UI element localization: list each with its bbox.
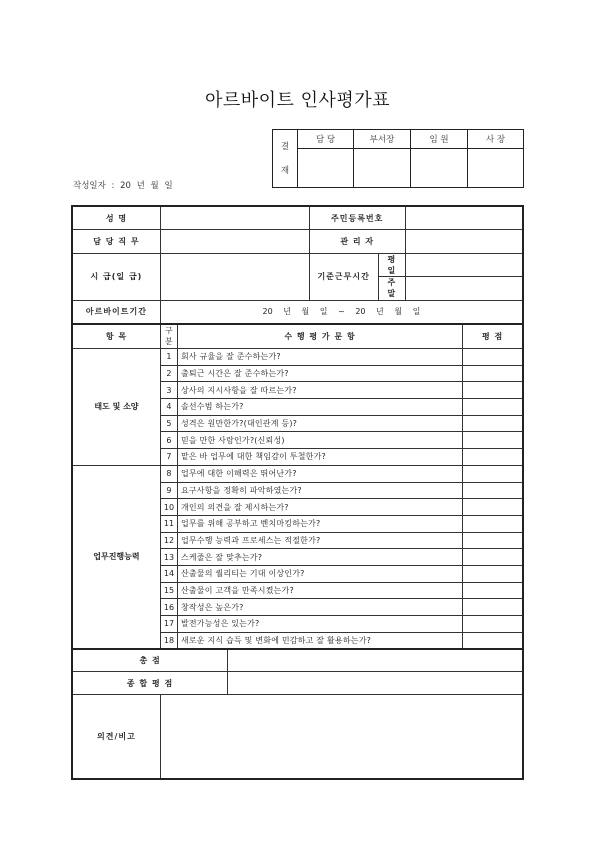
weekend-label: 주 말 xyxy=(378,277,405,301)
approval-label-top: 결 xyxy=(280,141,290,152)
question-text: 회사 규율을 잘 준수하는가? xyxy=(177,349,462,366)
question-number: 2 xyxy=(160,365,177,382)
wage-field[interactable] xyxy=(160,253,309,300)
score-field[interactable] xyxy=(463,349,523,366)
duty-field[interactable] xyxy=(160,230,309,254)
question-number: 6 xyxy=(160,432,177,449)
question-number: 12 xyxy=(160,532,177,549)
manager-field[interactable] xyxy=(405,230,523,254)
question-text: 산출물의 퀄리티는 기대 이상인가? xyxy=(177,565,462,582)
score-field[interactable] xyxy=(463,482,523,499)
question-text: 발전가능성은 있는가? xyxy=(177,616,462,633)
question-text: 업무를 위해 공부하고 벤치마킹하는가? xyxy=(177,515,462,532)
question-text: 상사의 지시사항을 잘 따르는가? xyxy=(177,382,462,399)
evaluation-table xyxy=(71,205,524,780)
score-field[interactable] xyxy=(463,465,523,482)
score-field[interactable] xyxy=(463,382,523,399)
score-field[interactable] xyxy=(463,599,523,616)
question-number: 14 xyxy=(160,565,177,582)
manager-label: 관 리 자 xyxy=(309,230,405,254)
header-division: 구 분 xyxy=(160,324,177,349)
question-text: 새로운 지식 습득 및 변화에 민감하고 잘 활용하는가? xyxy=(177,632,462,649)
opinion-field[interactable] xyxy=(160,695,523,779)
question-number: 15 xyxy=(160,582,177,599)
header-item: 항 목 xyxy=(72,324,160,349)
overall-score-field[interactable] xyxy=(228,672,523,695)
overall-score-label: 종 합 평 점 xyxy=(72,672,228,695)
approval-col-president: 사 장 xyxy=(468,130,524,149)
question-text: 산출물이 고객을 만족시켰는가? xyxy=(177,582,462,599)
score-field[interactable] xyxy=(463,532,523,549)
question-text: 개인의 의견을 잘 제시하는가? xyxy=(177,499,462,516)
header-score: 평 점 xyxy=(463,324,523,349)
score-field[interactable] xyxy=(463,582,523,599)
sign-field-dept-head[interactable] xyxy=(354,149,411,188)
page-title: 아르바이트 인사평가표 xyxy=(204,90,391,111)
question-number: 10 xyxy=(160,499,177,516)
approval-col-executive: 임 원 xyxy=(411,130,468,149)
weekend-hours-field[interactable] xyxy=(405,277,523,301)
question-text: 솔선수범 하는가? xyxy=(177,399,462,416)
question-number: 13 xyxy=(160,549,177,566)
opinion-label: 의견/비고 xyxy=(72,695,160,779)
id-number-field[interactable] xyxy=(405,206,523,230)
question-number: 8 xyxy=(160,465,177,482)
score-field[interactable] xyxy=(463,432,523,449)
score-field[interactable] xyxy=(463,365,523,382)
question-text: 성격은 원만한가?(대인관계 등)? xyxy=(177,415,462,432)
question-text: 스케줄은 잘 맞추는가? xyxy=(177,549,462,566)
approval-label-bottom: 재 xyxy=(280,165,290,176)
approval-col-dept-head: 부서장 xyxy=(354,130,411,149)
question-text: 창작성은 높은가? xyxy=(177,599,462,616)
duty-label: 담 당 직 무 xyxy=(72,230,160,254)
question-text: 요구사항을 정확히 파악하였는가? xyxy=(177,482,462,499)
approval-label xyxy=(273,130,298,188)
total-score-field[interactable] xyxy=(228,649,523,672)
question-number: 11 xyxy=(160,515,177,532)
sign-field-executive[interactable] xyxy=(411,149,468,188)
question-text: 업무에 대한 이해력은 뛰어난가? xyxy=(177,465,462,482)
question-number: 17 xyxy=(160,616,177,633)
id-number-label: 주민등록번호 xyxy=(309,206,405,230)
question-text: 맡은 바 업무에 대한 책임감이 투철한가? xyxy=(177,449,462,466)
question-text: 업무수행 능력과 프로세스는 적절한가? xyxy=(177,532,462,549)
standard-hours-label: 기준근무시간 xyxy=(309,253,378,300)
category-work-ability: 업무진행능력 xyxy=(72,465,160,649)
question-text: 출퇴근 시간은 잘 준수하는가? xyxy=(177,365,462,382)
total-score-label: 총 점 xyxy=(72,649,228,672)
written-date: 작성일자 : 20 년 월 일 xyxy=(73,181,173,191)
question-number: 4 xyxy=(160,399,177,416)
score-field[interactable] xyxy=(463,515,523,532)
score-field[interactable] xyxy=(463,499,523,516)
period-field[interactable]: 20 년 월 일 ~ 20 년 월 일 xyxy=(160,300,523,324)
name-field[interactable] xyxy=(160,206,309,230)
weekday-hours-field[interactable] xyxy=(405,253,523,277)
category-attitude: 태도 및 소양 xyxy=(72,349,160,466)
question-number: 3 xyxy=(160,382,177,399)
sign-field-president[interactable] xyxy=(468,149,524,188)
question-number: 5 xyxy=(160,415,177,432)
question-number: 1 xyxy=(160,349,177,366)
wage-label: 시 급(일 급) xyxy=(72,253,160,300)
score-field[interactable] xyxy=(463,549,523,566)
approval-box xyxy=(272,129,524,188)
question-number: 18 xyxy=(160,632,177,649)
name-label: 성 명 xyxy=(72,206,160,230)
question-number: 9 xyxy=(160,482,177,499)
weekday-label: 평 일 xyxy=(378,253,405,277)
sign-field-staff[interactable] xyxy=(298,149,354,188)
score-field[interactable] xyxy=(463,616,523,633)
score-field[interactable] xyxy=(463,399,523,416)
period-label: 아르바이트기간 xyxy=(72,300,160,324)
question-number: 16 xyxy=(160,599,177,616)
question-text: 믿을 만한 사람인가?(신뢰성) xyxy=(177,432,462,449)
score-field[interactable] xyxy=(463,565,523,582)
header-content: 수 행 평 가 문 항 xyxy=(177,324,462,349)
score-field[interactable] xyxy=(463,632,523,649)
score-field[interactable] xyxy=(463,415,523,432)
score-field[interactable] xyxy=(463,449,523,466)
question-number: 7 xyxy=(160,449,177,466)
approval-col-staff: 담 당 xyxy=(298,130,354,149)
